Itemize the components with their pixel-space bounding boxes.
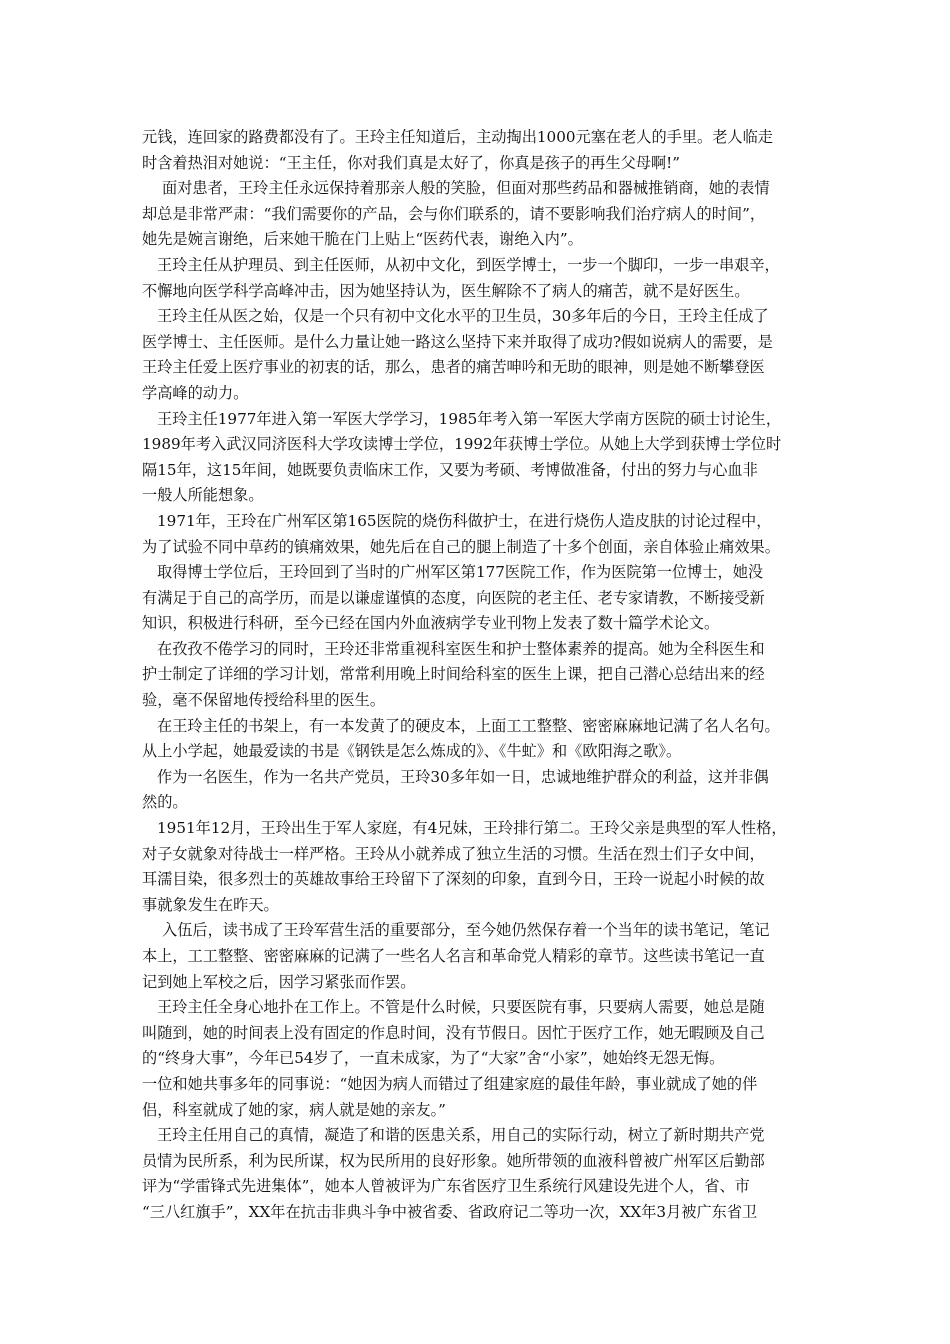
text-line: 王玲主任从医之始，仅是一个只有初中文化水平的卫生员，30多年后的今日，王玲主任成了 <box>157 307 769 326</box>
paragraph <box>142 509 822 560</box>
text-line: 却总是非常严肃：“我们需要你的产品，会与你们联系的，请不要影响我们治疗病人的时间”， <box>142 204 766 223</box>
text-line: 本上，工工整整、密密麻麻的记满了一些名人名言和革命党人精彩的章节。这些读书笔记一直 <box>142 947 765 965</box>
paragraph <box>142 714 822 765</box>
paragraph <box>142 765 822 816</box>
text-line: 叫随到，她的时间表上没有固定的作息时间，没有节假日。因忙于医疗工作，她无暇顾及自己 <box>142 1023 765 1042</box>
text-line: 1989年考入武汉同济医科大学攻读博士学位，1992年获博士学位。从她上大学到获博士学位时 <box>142 435 782 454</box>
text-line: 在王玲主任的书架上，有一本发黄了的硬皮本，上面工工整整、密密麻麻地记满了名人名句。 <box>157 716 780 735</box>
paragraph <box>142 304 822 406</box>
text-line: 时含着热泪对她说：“王主任，你对我们真是太好了，你真是孩子的再生父母啊!” <box>142 153 681 172</box>
text-line: 记到她上军校之后，因学习紧张而作罢。 <box>142 972 416 991</box>
paragraph <box>142 253 822 304</box>
text-line: 在孜孜不倦学习的同时，王玲还非常重视科室医生和护士整体素养的提高。她为全科医生和 <box>157 639 765 658</box>
text-line: 一般人所能想象。 <box>142 486 264 505</box>
text-line: 作为一名医生，作为一名共产党员，王玲30多年如一日，忠诚地维护群众的利益，这并非偶 <box>157 767 769 786</box>
text-line: 王玲主任爱上医疗事业的初衷的话，那么，患者的痛苦呻吟和无助的眼神，则是她不断攀登医 <box>142 358 765 377</box>
text-line: 评为“学雷锋式先进集体”，她本人曾被评为广东省医疗卫生系统行风建设先进个人，省、市 <box>142 1177 750 1196</box>
text-line: 入伍后，读书成了王玲军营生活的重要部分，至今她仍然保存着一个当年的读书笔记，笔记 <box>162 921 770 940</box>
paragraph <box>142 125 822 176</box>
text-line: 1971年，王玲在广州军区第165医院的烧伤科做护士，在进行烧伤人造皮肤的讨论过程中， <box>157 511 772 530</box>
text-line: 然的。 <box>142 793 188 812</box>
text-line: 取得博士学位后，王玲回到了当时的广州军区第177医院工作，作为医院第一位博士，她没 <box>157 563 764 582</box>
text-line: 为了试验不同中草药的镇痛效果，她先后在自己的腿上制造了十多个创面，亲自体验止痛效果。 <box>142 537 780 556</box>
text-line: 元钱，连回家的路费都没有了。王玲主任知道后，主动掏出1000元塞在老人的手里。老人临走 <box>142 128 773 146</box>
text-line: 从上小学起，她最爱读的书是《钢铁是怎么炼成的》、《牛虻》和《欧阳海之歌》。 <box>142 742 682 761</box>
text-line: 一位和她共事多年的同事说：“她因为病人而错过了组建家庭的最佳年龄，事业就成了她的伴 <box>142 1074 758 1093</box>
text-line: 学高峰的动力。 <box>142 383 249 402</box>
text-line: 护士制定了详细的学习计划，常常利用晚上时间给科室的医生上课，把自己潜心总结出来的经 <box>142 665 765 684</box>
text-line: “三八红旗手”，XX年在抗击非典斗争中被省委、省政府记二等功一次，XX年3月被广东省卫 <box>142 1202 758 1221</box>
text-line: 不懈地向医学科学高峰冲击，因为她坚持认为，医生解除不了病人的痛苦，就不是好医生。 <box>142 281 750 300</box>
text-line: 1951年12月，王玲出生于军人家庭，有4兄妹，王玲排行第二。王玲父亲是典型的军人性格， <box>157 819 787 838</box>
text-line: 王玲主任从护理员、到主任医师，从初中文化，到医学博士，一步一个脚印，一步一串艰辛， <box>157 255 780 274</box>
text-line: 王玲主任全身心地扑在工作上。不管是什么时候，只要医院有事，只要病人需要，她总是随 <box>157 998 765 1017</box>
text-line: 对子女就象对待战士一样严格。王玲从小就养成了独立生活的习惯。生活在烈士们子女中间， <box>142 844 765 863</box>
paragraph <box>142 1123 822 1225</box>
text-line: 王玲主任1977年进入第一军医大学学习，1985年考入第一军医大学南方医院的硕士讨论生， <box>157 409 782 428</box>
paragraph <box>142 560 822 637</box>
text-line: 医学博士、主任医师。是什么力量让她一路这么坚持下来并取得了成功?假如说病人的需要，是 <box>142 332 773 351</box>
paragraph <box>142 176 822 253</box>
text-line: 王玲主任用自己的真情，凝造了和谐的医患关系，用自己的实际行动，树立了新时期共产党 <box>157 1126 765 1145</box>
text-line: 耳濡目染，很多烈士的英雄故事给王玲留下了深刻的印象，直到今日，王玲一说起小时候的故 <box>142 870 765 889</box>
text-line: 员情为民所系，利为民所谋，权为民所用的良好形象。她所带领的血液科曾被广州军区后勤部 <box>142 1151 765 1170</box>
paragraph <box>142 918 822 995</box>
text-line: 有满足于自己的高学历，而是以谦虚谨慎的态度，向医院的老主任、老专家请教，不断接受新 <box>142 588 765 607</box>
paragraph <box>142 637 822 714</box>
text-line: 知识，积极进行科研，至今已经在国内外血液病学专业刊物上发表了数十篇学术论文。 <box>142 614 720 633</box>
text-line: 侣，科室就成了她的家，病人就是她的亲友。” <box>142 1100 446 1119</box>
document-body <box>142 125 822 1226</box>
text-line: 隔15年，这15年间，她既要负责临床工作，又要为考硕、考博做准备，付出的努力与心血非 <box>142 460 758 479</box>
paragraph <box>142 407 822 509</box>
text-line: 面对患者，王玲主任永远保持着那亲人般的笑脸，但面对那些药品和器械推销商，她的表情 <box>162 179 770 198</box>
paragraph <box>142 816 822 918</box>
text-line: 验，毫不保留地传授给科里的医生。 <box>142 691 385 710</box>
paragraph <box>142 995 822 1123</box>
text-line: 她先是婉言谢绝，后来她干脆在门上贴上“医药代表，谢绝入内”。 <box>142 230 583 249</box>
text-line: 的“终身大事”，今年已54岁了，一直未成家，为了“大家”舍“小家”，她始终无怨无悔。 <box>142 1049 725 1068</box>
text-line: 事就象发生在昨天。 <box>142 895 279 914</box>
